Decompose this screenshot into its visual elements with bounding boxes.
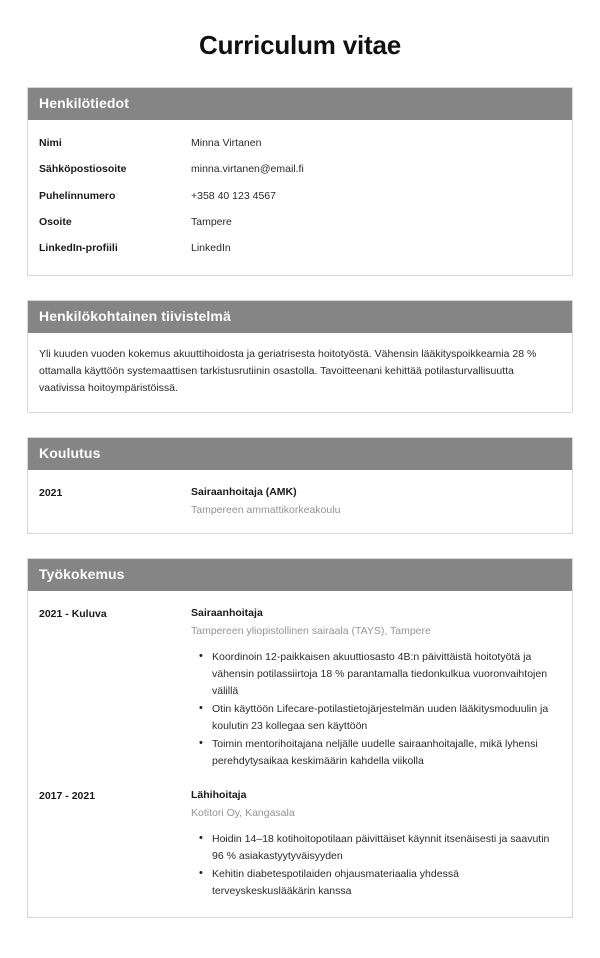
entry-date: 2021 - Kuluva — [39, 607, 107, 620]
entry-main — [191, 606, 561, 772]
info-label: LinkedIn-profiili — [39, 241, 118, 254]
info-value: Minna Virtanen — [191, 137, 262, 150]
section-experience — [27, 558, 573, 918]
info-value: Tampere — [191, 215, 232, 228]
info-value: +358 40 123 4567 — [191, 189, 276, 202]
entry-bullet-list — [191, 649, 561, 770]
section-header-personal-info: Henkilötiedot — [28, 88, 572, 120]
entry-bullet: • Hoidin 14–18 kotihoitopotilaan päivittäiset käynnit itsenäisesti ja saavutin 96 % asiakastyytyväisyyden — [212, 831, 561, 865]
experience-body — [28, 591, 572, 917]
info-value: minna.virtanen@email.fi — [191, 163, 304, 176]
entry-main — [191, 485, 561, 518]
entry-date: 2017 - 2021 — [39, 789, 96, 802]
education-body — [28, 470, 572, 533]
entry-title: Sairaanhoitaja (AMK) — [191, 485, 297, 498]
entry-bullet: • Kehitin diabetespotilaiden ohjausmateriaalia yhdessä terveyskeskuslääkärin kanssa — [212, 866, 561, 900]
page-title: Curriculum vitae — [199, 30, 401, 60]
entry-subtitle: Kotitori Oy, Kangasala — [191, 806, 295, 819]
info-label: Nimi — [39, 137, 62, 150]
entry-subtitle: Tampereen yliopistollinen sairaala (TAYS), Tampere — [191, 624, 431, 637]
info-label: Puhelinnumero — [39, 189, 116, 202]
section-header-summary: Henkilökohtainen tiivistelmä — [28, 301, 572, 333]
entry-subtitle: Tampereen ammattikorkeakoulu — [191, 503, 341, 516]
section-header-education: Koulutus — [28, 438, 572, 470]
entry-bullet: • Koordinoin 12-paikkaisen akuuttiosasto 4B:n päivittäistä hoitotyötä ja vähensin potilassiirtoja 18 % parantamalla tiedonkulkua vuoronvaihtojen välillä — [212, 649, 561, 700]
section-personal-info — [27, 87, 573, 276]
experience-entry — [39, 774, 561, 904]
entry-title: Sairaanhoitaja — [191, 606, 263, 619]
section-education — [27, 437, 573, 534]
education-entry — [39, 481, 561, 520]
entry-main — [191, 788, 561, 902]
entry-bullet: • Toimin mentorihoitajana neljälle uudelle sairaanhoitajalle, mikä lyhensi perehdytysaikaa keskimäärin kahdella viikolla — [212, 736, 561, 770]
info-value-linkedin[interactable]: LinkedIn — [191, 241, 231, 254]
info-row — [39, 210, 561, 236]
personal-info-body — [28, 120, 572, 275]
summary-body — [28, 333, 572, 412]
entry-bullet: • Otin käyttöön Lifecare-potilastietojärjestelmän uuden lääkitysmoduulin ja koulutin 23 kollegaa sen käyttöön — [212, 701, 561, 735]
entry-bullet-list — [191, 831, 561, 900]
entry-date: 2021 — [39, 486, 63, 499]
info-row — [39, 236, 561, 262]
entry-title: Lähihoitaja — [191, 788, 247, 801]
info-row — [39, 184, 561, 210]
info-row — [39, 131, 561, 157]
info-label: Sähköpostiosoite — [39, 163, 127, 176]
info-row — [39, 157, 561, 183]
info-label: Osoite — [39, 215, 72, 228]
summary-paragraph: Yli kuuden vuoden kokemus akuuttihoidosta ja geriatrisesta hoitotyöstä. Vähensin lääkityspoikkeamia 28 % ottamalla käyttöön systemaattisen tarkistusrutiinin osastolla. Tavoitteenani kehittää potilasturvallisuutta vaativissa hoitoympäristöissä. — [39, 348, 537, 395]
section-summary — [27, 300, 573, 413]
section-header-experience: Työkokemus — [28, 559, 572, 591]
experience-entry — [39, 602, 561, 774]
